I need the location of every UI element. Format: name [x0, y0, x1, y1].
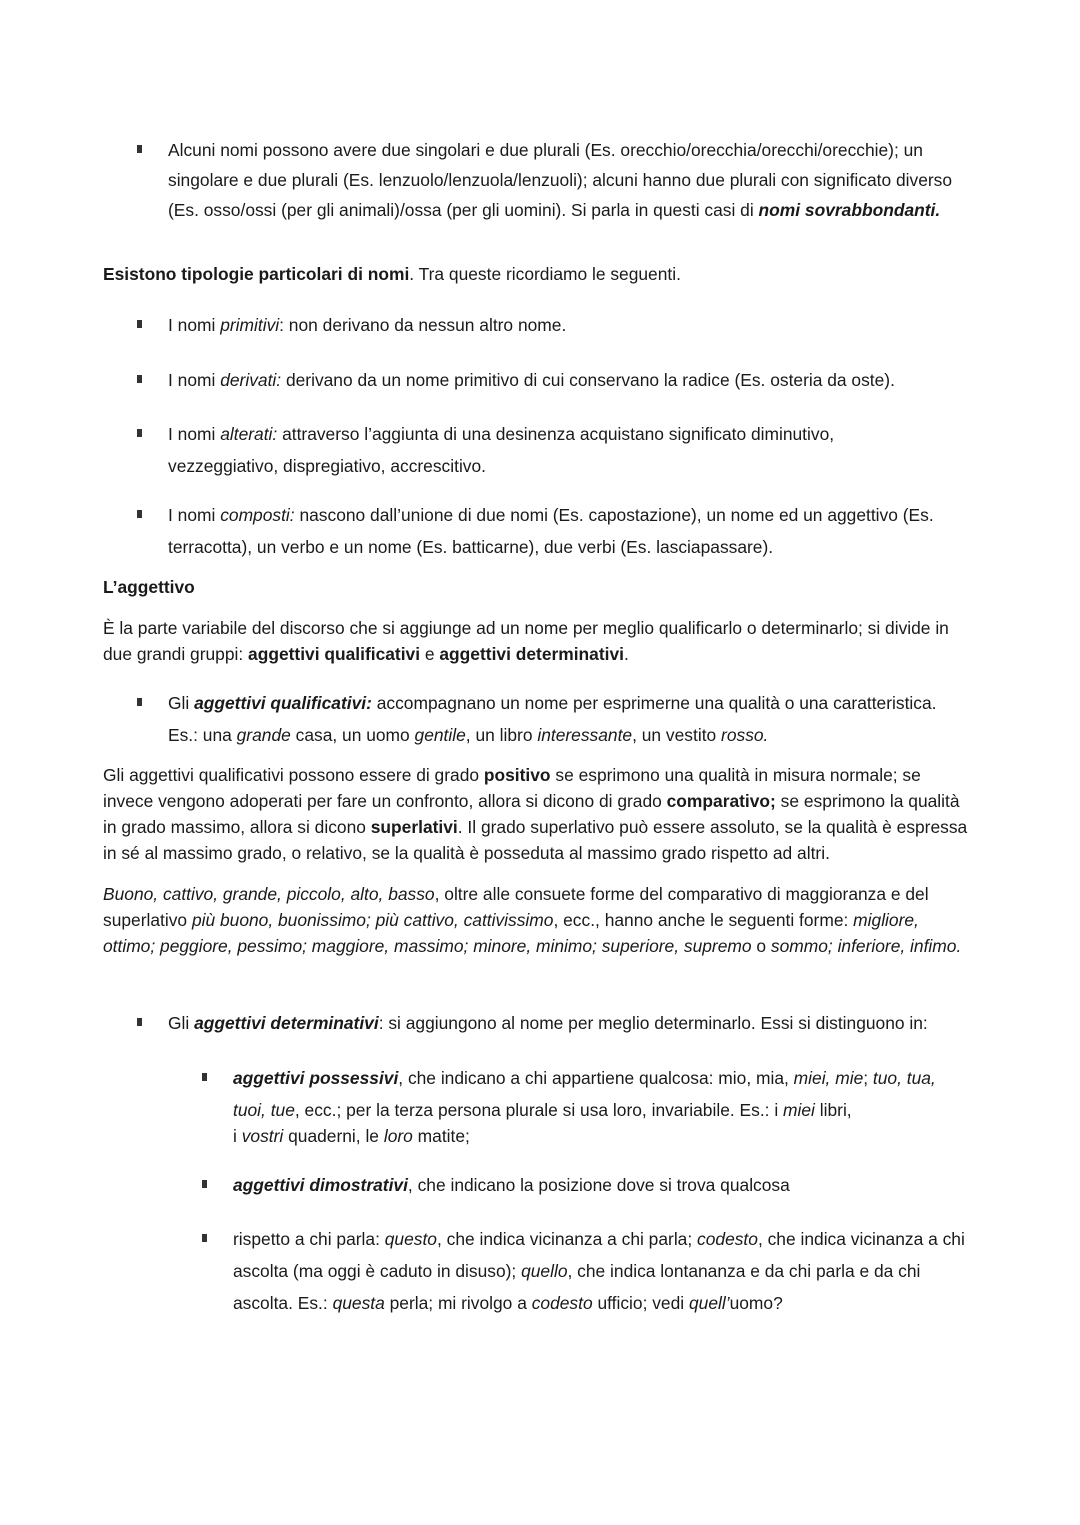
list-item-derivati: I nomi derivati: derivano da un nome primitivo di cui conservano la radice (Es. osteria da oste).: [168, 370, 895, 390]
bullet-square-icon: [137, 698, 142, 706]
list-item-primitivi: I nomi primitivi: non derivano da nessun altro nome.: [168, 315, 567, 335]
list-item-determinativi: Gli aggettivi determinativi: si aggiungono al nome per meglio determinarlo. Essi si distinguono in:: [168, 1013, 928, 1033]
bullet-square-icon: [137, 320, 142, 328]
list-item-qualificativi: Gli aggettivi qualificativi: accompagnano un nome per esprimerne una qualità o una caratteristica. Es.: una grande casa, un uomo gentile, un libro interessante, un vestito rosso.: [168, 693, 937, 745]
list-item-possessivi: aggettivi possessivi, che indicano a chi appartiene qualcosa: mio, mia, miei, mie; tuo, tua, tuoi, tue, ecc.; per la terza persona plurale si usa loro, invariabile. Es.: i miei libri, i vostri quaderni, le loro matite;: [233, 1068, 936, 1146]
bullet-square-icon: [137, 429, 142, 437]
paragraph-grado: Gli aggettivi qualificativi possono essere di grado positivo se esprimono una qualità in misura normale; se invece vengono adoperati per fare un confronto, allora si dicono di grado comparativo; se esprimono la qualità in grado massimo, allora si dicono superlativi. Il grado superlativo può essere assoluto, se la qualità è espressa in sé al massimo grado, o relativo, se la qualità è posseduta al massimo grado rispetto ad altri.: [103, 765, 968, 863]
bullet-square-icon: [202, 1234, 207, 1242]
paragraph-forme: Buono, cattivo, grande, piccolo, alto, basso, oltre alle consuete forme del comparativo di maggioranza e del superlativo più buono, buonissimo; più cattivo, cattivissimo, ecc., hanno anche le seguenti forme: migliore, ottimo; peggiore, pessimo; maggiore, massimo; minore, minimo; superiore, supremo o sommo; inferiore, infimo.: [103, 884, 962, 956]
paragraph-nomi-sovrabbondanti: Alcuni nomi possono avere due singolari e due plurali (Es. orecchio/orecchia/orecchi/orecchie); un singolare e due plurali (Es. lenzuolo/lenzuola/lenzuoli); alcuni hanno due plurali con significato diverso (Es. osso/ossi (per gli animali)/ossa (per gli uomini). Si parla in questi casi di nomi sovrabbondanti.: [168, 140, 953, 220]
bullet-square-icon: [137, 375, 142, 383]
bullet-square-icon: [137, 510, 142, 518]
bullet-square-icon: [137, 145, 142, 153]
section-heading-aggettivo: L’aggettivo: [103, 577, 195, 597]
bullet-square-icon: [202, 1180, 207, 1188]
list-item-dimostrativi: aggettivi dimostrativi, che indicano la posizione dove si trova qualcosa: [233, 1175, 790, 1195]
paragraph-tipologie: Esistono tipologie particolari di nomi. Tra queste ricordiamo le seguenti.: [103, 264, 681, 284]
list-item-rispetto: rispetto a chi parla: questo, che indica vicinanza a chi parla; codesto, che indica vicinanza a chi ascolta (ma oggi è caduto in disuso); quello, che indica lontananza e da chi parla e da chi ascolta. Es.: questa perla; mi rivolgo a codesto ufficio; vedi quell’uomo?: [233, 1229, 965, 1313]
bullet-square-icon: [202, 1073, 207, 1081]
list-item-composti: I nomi composti: nascono dall’unione di due nomi (Es. capostazione), un nome ed un aggettivo (Es. terracotta), un verbo e un nome (Es. batticarne), due verbi (Es. lasciapassare).: [168, 505, 934, 557]
paragraph-aggettivo-intro: È la parte variabile del discorso che si aggiunge ad un nome per meglio qualificarlo o determinarlo; si divide in due grandi gruppi: aggettivi qualificativi e aggettivi determinativi.: [103, 618, 949, 664]
bullet-square-icon: [137, 1018, 142, 1026]
list-item-alterati: I nomi alterati: attraverso l’aggiunta di una desinenza acquistano significato diminutivo, vezzeggiativo, dispregiativo, accrescitivo.: [168, 424, 835, 476]
